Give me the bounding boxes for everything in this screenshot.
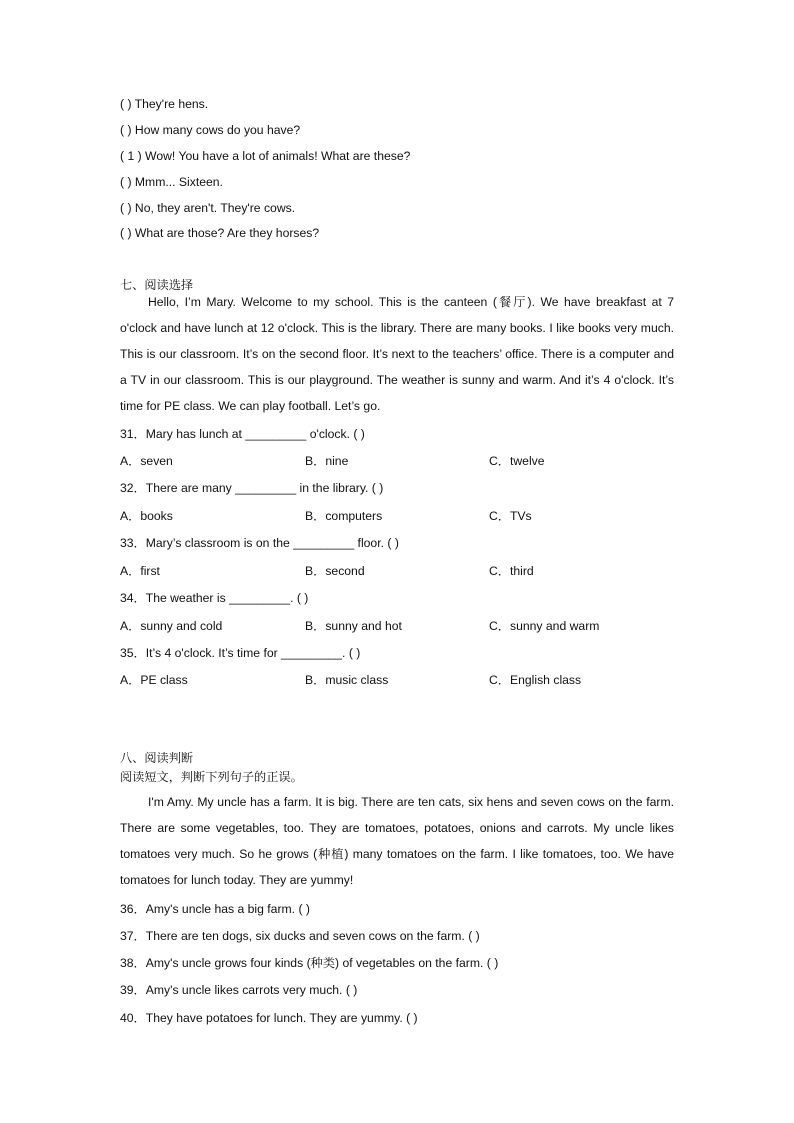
statement-38: 38．Amy's uncle grows four kinds (种类) of vegetables on the farm. ( ) — [120, 956, 499, 970]
dialogue-line: ( ) How many cows do you have? — [120, 123, 301, 137]
dialogue-line: ( ) They're hens. — [120, 97, 209, 111]
option-b: B．sunny and hot — [305, 619, 402, 633]
option-a: A．seven — [120, 454, 173, 468]
option-b: B．nine — [305, 454, 349, 468]
dialogue-line: ( ) Mmm... Sixteen. — [120, 175, 223, 189]
option-a: A．PE class — [120, 673, 188, 687]
option-a: A．books — [120, 509, 173, 523]
option-c: C．sunny and warm — [489, 619, 600, 633]
statement-36: 36．Amy's uncle has a big farm. ( ) — [120, 902, 310, 916]
statement-37: 37．There are ten dogs, six ducks and seven cows on the farm. ( ) — [120, 929, 480, 943]
question-31: 31．Mary has lunch at _________ o'clock. ( ) — [120, 427, 365, 441]
question-33: 33．Mary’s classroom is on the _________ floor. ( ) — [120, 536, 399, 550]
reading-passage-amy: I'm Amy. My uncle has a farm. It is big. There are ten cats, six hens and seven cows on the farm. There are some vegetables, too. They are tomatoes, potatoes, onions and carrots. My uncle likes tomatoes very much. So he grows (种植) many tomatoes on the farm. I like tomatoes, too. We have tomatoes for lunch today. They are yummy! — [120, 795, 674, 887]
option-c: C．third — [489, 564, 534, 578]
option-a: A．first — [120, 564, 160, 578]
section-heading-reading-choice: 七、阅读选择 — [120, 278, 194, 292]
dialogue-line: ( ) No, they aren't. They're cows. — [120, 201, 296, 215]
reading-passage-mary: Hello, I’m Mary. Welcome to my school. This is the canteen (餐厅). We have breakfast at 7 o'clock and have lunch at 12 o'clock. This is the library. There are many books. I like books very much. This is our classroom. It’s on the second floor. It’s next to the teachers’ office. There is a computer and a TV in our classroom. This is our playground. The weather is sunny and warm. And it’s 4 o'clock. It’s time for PE class. We can play football. Let’s go. — [120, 295, 674, 413]
question-35: 35．It’s 4 o'clock. It’s time for _________. ( ) — [120, 646, 361, 660]
question-32: 32．There are many _________ in the library. ( ) — [120, 481, 384, 495]
option-c: C．English class — [489, 673, 582, 687]
option-c: C．twelve — [489, 454, 545, 468]
statement-39: 39．Amy's uncle likes carrots very much. ( ) — [120, 983, 358, 997]
option-a: A．sunny and cold — [120, 619, 223, 633]
option-b: B．second — [305, 564, 365, 578]
option-b: B．computers — [305, 509, 383, 523]
section-heading-reading-judgement: 八、阅读判断 — [120, 751, 194, 765]
section-instruction: 阅读短文，判断下列句子的正误。 — [120, 770, 303, 784]
option-b: B．music class — [305, 673, 389, 687]
statement-40: 40．They have potatoes for lunch. They are yummy. ( ) — [120, 1011, 418, 1025]
dialogue-line: ( ) What are those? Are they horses? — [120, 226, 320, 240]
question-34: 34．The weather is _________. ( ) — [120, 591, 309, 605]
dialogue-line: ( 1 ) Wow! You have a lot of animals! What are these? — [120, 149, 411, 163]
option-c: C．TVs — [489, 509, 532, 523]
